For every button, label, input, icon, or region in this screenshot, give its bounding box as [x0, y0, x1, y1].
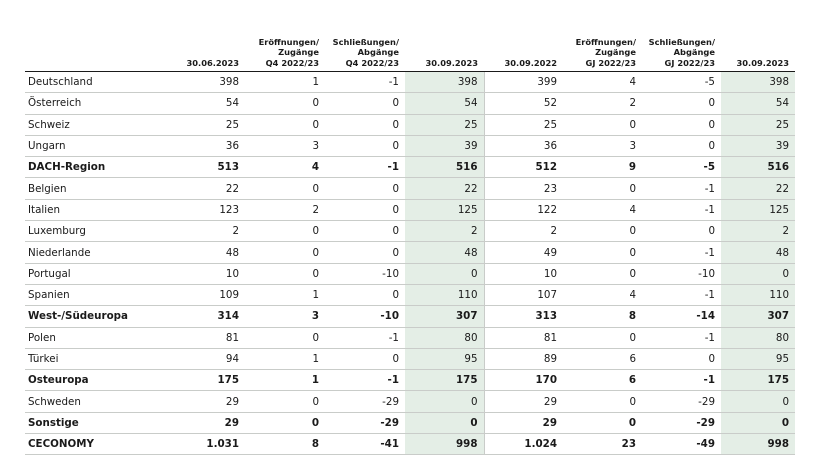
- value-cell: 516: [721, 157, 795, 178]
- value-cell: 0: [721, 412, 795, 433]
- value-cell: 513: [166, 157, 245, 178]
- value-cell: -5: [642, 72, 721, 93]
- value-cell: -1: [325, 370, 405, 391]
- value-cell: 25: [166, 114, 245, 135]
- value-cell: 110: [721, 284, 795, 305]
- value-cell: 0: [563, 263, 642, 284]
- table-row: [25, 93, 795, 114]
- value-cell: 0: [325, 178, 405, 199]
- value-cell: 0: [563, 242, 642, 263]
- table-row: [25, 221, 795, 242]
- value-cell: 398: [166, 72, 245, 93]
- value-cell: -29: [642, 412, 721, 433]
- row-label: Portugal: [25, 263, 166, 284]
- value-cell: 9: [563, 157, 642, 178]
- row-label: Ungarn: [25, 135, 166, 156]
- value-cell: 314: [166, 306, 245, 327]
- row-label: Sonstige: [25, 412, 166, 433]
- value-cell: 0: [245, 178, 325, 199]
- value-cell: -10: [642, 263, 721, 284]
- value-cell: -10: [325, 306, 405, 327]
- value-cell: 25: [405, 114, 484, 135]
- value-cell: -1: [642, 242, 721, 263]
- value-cell: 125: [721, 199, 795, 220]
- value-cell: 110: [405, 284, 484, 305]
- value-cell: 0: [245, 391, 325, 412]
- value-cell: 0: [721, 263, 795, 284]
- column-header: Schließungen/ Abgänge GJ 2022/23: [642, 28, 721, 72]
- value-cell: 1: [245, 370, 325, 391]
- value-cell: 2: [563, 93, 642, 114]
- value-cell: 29: [166, 412, 245, 433]
- value-cell: 0: [642, 221, 721, 242]
- value-cell: 0: [405, 412, 484, 433]
- value-cell: 23: [484, 178, 563, 199]
- value-cell: 0: [245, 263, 325, 284]
- value-cell: -29: [325, 391, 405, 412]
- column-header: Eröffnungen/ Zugänge GJ 2022/23: [563, 28, 642, 72]
- value-cell: 0: [245, 221, 325, 242]
- value-cell: 0: [325, 135, 405, 156]
- value-cell: 1.024: [484, 434, 563, 455]
- row-label: Luxemburg: [25, 221, 166, 242]
- value-cell: 48: [721, 242, 795, 263]
- value-cell: 29: [166, 391, 245, 412]
- value-cell: 39: [721, 135, 795, 156]
- value-cell: 170: [484, 370, 563, 391]
- column-header: 30.09.2023: [721, 28, 795, 72]
- value-cell: -49: [642, 434, 721, 455]
- value-cell: -1: [642, 178, 721, 199]
- value-cell: 6: [563, 370, 642, 391]
- value-cell: 398: [721, 72, 795, 93]
- row-label: Polen: [25, 327, 166, 348]
- value-cell: 54: [405, 93, 484, 114]
- value-cell: 0: [642, 135, 721, 156]
- value-cell: 0: [245, 93, 325, 114]
- value-cell: 49: [484, 242, 563, 263]
- value-cell: -1: [642, 327, 721, 348]
- value-cell: 10: [166, 263, 245, 284]
- value-cell: 0: [245, 242, 325, 263]
- value-cell: 2: [166, 221, 245, 242]
- value-cell: 175: [166, 370, 245, 391]
- value-cell: 1: [245, 348, 325, 369]
- value-cell: 22: [721, 178, 795, 199]
- value-cell: -29: [642, 391, 721, 412]
- value-cell: 89: [484, 348, 563, 369]
- value-cell: 0: [325, 348, 405, 369]
- value-cell: 2: [484, 221, 563, 242]
- value-cell: 175: [405, 370, 484, 391]
- value-cell: 307: [405, 306, 484, 327]
- value-cell: 2: [245, 199, 325, 220]
- value-cell: 0: [325, 242, 405, 263]
- value-cell: 0: [245, 327, 325, 348]
- value-cell: 36: [166, 135, 245, 156]
- value-cell: 94: [166, 348, 245, 369]
- value-cell: 0: [563, 412, 642, 433]
- column-header: 30.09.2022: [484, 28, 563, 72]
- value-cell: 81: [166, 327, 245, 348]
- value-cell: 1: [245, 284, 325, 305]
- value-cell: 516: [405, 157, 484, 178]
- store-count-table: [25, 28, 795, 455]
- value-cell: 123: [166, 199, 245, 220]
- value-cell: 3: [245, 135, 325, 156]
- value-cell: 80: [405, 327, 484, 348]
- table-row: [25, 72, 795, 93]
- value-cell: 175: [721, 370, 795, 391]
- value-cell: -1: [325, 72, 405, 93]
- value-cell: 107: [484, 284, 563, 305]
- row-label: Osteuropa: [25, 370, 166, 391]
- row-label: Spanien: [25, 284, 166, 305]
- value-cell: 95: [721, 348, 795, 369]
- table-row: [25, 284, 795, 305]
- value-cell: 0: [245, 114, 325, 135]
- value-cell: 0: [325, 93, 405, 114]
- value-cell: -41: [325, 434, 405, 455]
- value-cell: 0: [642, 93, 721, 114]
- table-row-subtotal: [25, 412, 795, 433]
- value-cell: 998: [721, 434, 795, 455]
- store-count-table-container: [25, 28, 795, 455]
- value-cell: 0: [325, 221, 405, 242]
- value-cell: 2: [405, 221, 484, 242]
- column-header: Schließungen/ Abgänge Q4 2022/23: [325, 28, 405, 72]
- value-cell: -1: [642, 284, 721, 305]
- value-cell: -14: [642, 306, 721, 327]
- value-cell: 10: [484, 263, 563, 284]
- row-label: Belgien: [25, 178, 166, 199]
- value-cell: 36: [484, 135, 563, 156]
- table-row: [25, 348, 795, 369]
- value-cell: 22: [405, 178, 484, 199]
- value-cell: 398: [405, 72, 484, 93]
- row-label: Niederlande: [25, 242, 166, 263]
- table-row: [25, 242, 795, 263]
- value-cell: 512: [484, 157, 563, 178]
- value-cell: 25: [721, 114, 795, 135]
- value-cell: 313: [484, 306, 563, 327]
- value-cell: 0: [642, 114, 721, 135]
- value-cell: 307: [721, 306, 795, 327]
- value-cell: 0: [642, 348, 721, 369]
- row-label: Österreich: [25, 93, 166, 114]
- value-cell: 3: [245, 306, 325, 327]
- value-cell: 39: [405, 135, 484, 156]
- table-row: [25, 199, 795, 220]
- value-cell: 998: [405, 434, 484, 455]
- header-label-cell: [25, 28, 166, 72]
- value-cell: -1: [325, 157, 405, 178]
- value-cell: -1: [642, 370, 721, 391]
- table-row-subtotal: [25, 370, 795, 391]
- row-label: Türkei: [25, 348, 166, 369]
- value-cell: 8: [245, 434, 325, 455]
- value-cell: 52: [484, 93, 563, 114]
- value-cell: 0: [563, 221, 642, 242]
- value-cell: 23: [563, 434, 642, 455]
- table-row: [25, 327, 795, 348]
- value-cell: 48: [166, 242, 245, 263]
- value-cell: 81: [484, 327, 563, 348]
- value-cell: 29: [484, 391, 563, 412]
- row-label: Schweden: [25, 391, 166, 412]
- value-cell: 4: [245, 157, 325, 178]
- value-cell: 1.031: [166, 434, 245, 455]
- row-label: Italien: [25, 199, 166, 220]
- value-cell: 4: [563, 199, 642, 220]
- value-cell: 0: [325, 199, 405, 220]
- table-row: [25, 391, 795, 412]
- row-label: West-/Südeuropa: [25, 306, 166, 327]
- value-cell: 4: [563, 284, 642, 305]
- value-cell: -29: [325, 412, 405, 433]
- value-cell: 0: [405, 263, 484, 284]
- value-cell: 109: [166, 284, 245, 305]
- value-cell: 0: [325, 284, 405, 305]
- value-cell: 29: [484, 412, 563, 433]
- table-body: [25, 72, 795, 455]
- value-cell: 125: [405, 199, 484, 220]
- header-row: [25, 28, 795, 72]
- table-row: [25, 114, 795, 135]
- value-cell: 54: [166, 93, 245, 114]
- value-cell: 0: [563, 391, 642, 412]
- value-cell: 4: [563, 72, 642, 93]
- column-header: 30.09.2023: [405, 28, 484, 72]
- table-row: [25, 135, 795, 156]
- value-cell: 80: [721, 327, 795, 348]
- value-cell: 0: [563, 178, 642, 199]
- value-cell: 0: [245, 412, 325, 433]
- row-label: CECONOMY: [25, 434, 166, 455]
- value-cell: -10: [325, 263, 405, 284]
- row-label: Schweiz: [25, 114, 166, 135]
- value-cell: 54: [721, 93, 795, 114]
- value-cell: 0: [325, 114, 405, 135]
- value-cell: 25: [484, 114, 563, 135]
- value-cell: 3: [563, 135, 642, 156]
- row-label: Deutschland: [25, 72, 166, 93]
- column-header: Eröffnungen/ Zugänge Q4 2022/23: [245, 28, 325, 72]
- value-cell: 0: [563, 114, 642, 135]
- table-row-subtotal: [25, 306, 795, 327]
- value-cell: 1: [245, 72, 325, 93]
- value-cell: 8: [563, 306, 642, 327]
- value-cell: -1: [642, 199, 721, 220]
- table-row-subtotal: [25, 434, 795, 455]
- value-cell: 6: [563, 348, 642, 369]
- value-cell: 95: [405, 348, 484, 369]
- value-cell: 0: [721, 391, 795, 412]
- table-row: [25, 178, 795, 199]
- value-cell: 0: [405, 391, 484, 412]
- value-cell: 48: [405, 242, 484, 263]
- value-cell: -5: [642, 157, 721, 178]
- value-cell: 2: [721, 221, 795, 242]
- value-cell: 122: [484, 199, 563, 220]
- value-cell: 22: [166, 178, 245, 199]
- value-cell: -1: [325, 327, 405, 348]
- table-row: [25, 263, 795, 284]
- value-cell: 0: [563, 327, 642, 348]
- table-row-subtotal: [25, 157, 795, 178]
- column-header: 30.06.2023: [166, 28, 245, 72]
- row-label: DACH-Region: [25, 157, 166, 178]
- value-cell: 399: [484, 72, 563, 93]
